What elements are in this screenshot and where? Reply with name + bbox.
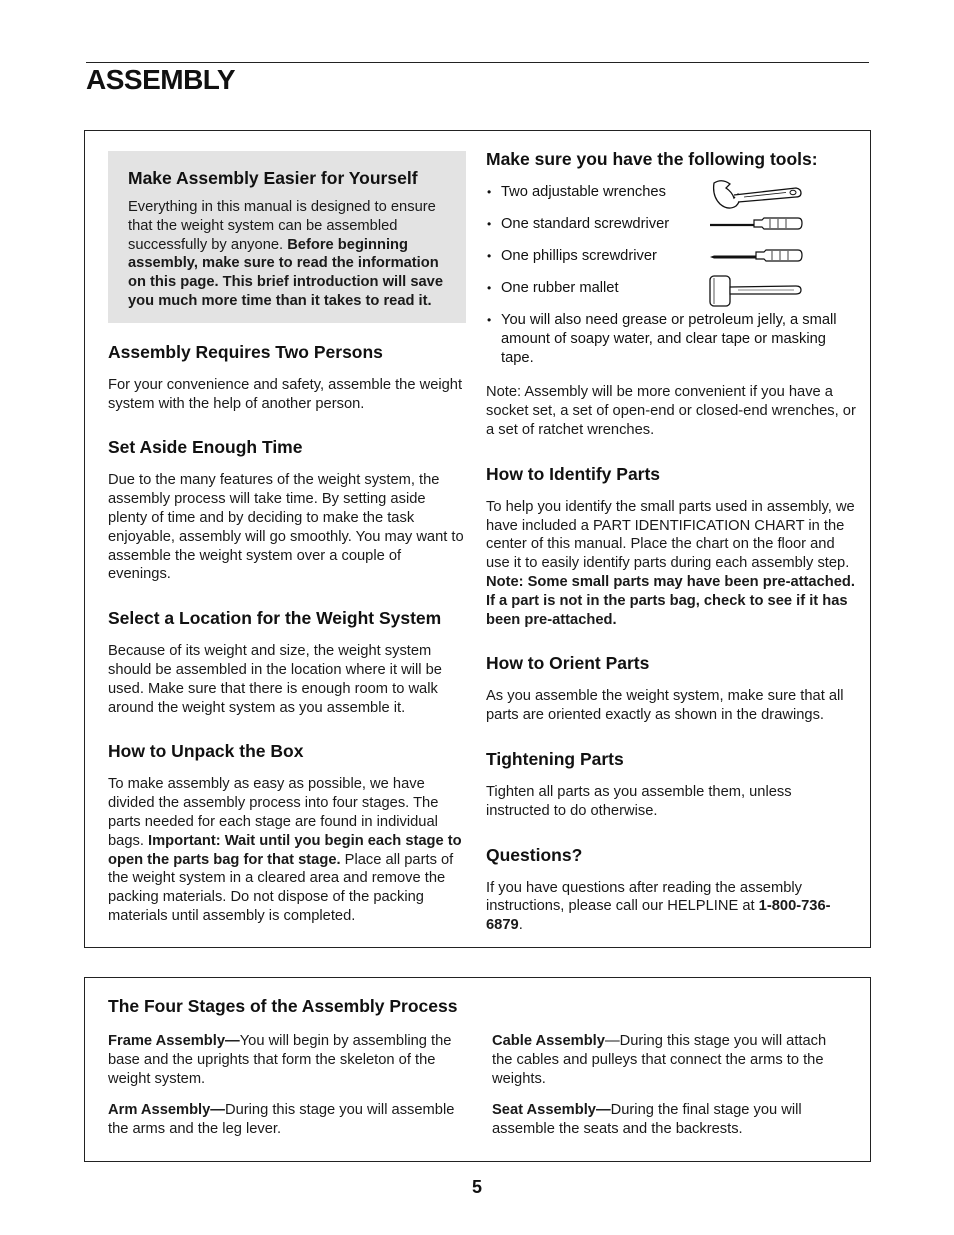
time-text: Due to the many features of the weight system, the assembly process will take time. By setting aside plenty of time and by deciding to make the task enjoyable, assembly will go smoothly. You may want to assemble the weight system over a couple of evenings. (108, 472, 464, 583)
time-section (108, 437, 466, 584)
questions-heading: Questions? (486, 844, 583, 865)
two-persons-heading: Assembly Requires Two Persons (108, 341, 383, 362)
stage-arm: Arm Assembly—During this stage you will assemble the arms and the leg lever. (108, 1102, 455, 1137)
tool-item: • One rubber mallet (486, 279, 856, 311)
tool-item: • One standard screwdriver (486, 215, 856, 247)
tools-note: Note: Assembly will be more convenient if you have a socket set, a set of open-end or closed-end wrenches, or a set of ratchet wrenches. (486, 384, 856, 438)
tools-section (486, 149, 856, 440)
page-number: 5 (471, 1177, 482, 1197)
orient-heading: How to Orient Parts (486, 653, 650, 674)
tool-item: • You will also need grease or petroleum jelly, a small amount of soapy water, and clear tape or masking tape. (486, 311, 856, 367)
stage-cable: Cable Assembly—During this stage you will attach the cables and pulleys that connect the arms to the weights. (492, 1033, 827, 1087)
location-section (108, 608, 466, 717)
tools-list (486, 183, 856, 367)
stages-heading: The Four Stages of the Assembly Process (108, 996, 458, 1016)
page-title: ASSEMBLY (86, 64, 236, 95)
easier-text: Everything in this manual is designed to ensure that the weight system can be assembled successfully by anyone. Before beginning assembly, make sure to read the information on this page. This brief introduction will save you much more time than it takes to read it. (128, 199, 443, 309)
stages-box (84, 977, 871, 1162)
unpack-section (108, 741, 466, 925)
unpack-text: To make assembly as easy as possible, we have divided the assembly process into four stages. The parts needed for each stage are found in individual bags. Important: Wait until you begin each stage to open the parts bag for that stage. Place all parts of the weight system in a cleared area and remove the packing materials. Do not dispose of the packing materials until assembly is completed. (108, 776, 462, 924)
stage-frame: Frame Assembly—You will begin by assembling the base and the uprights that form the skeleton of the weight system. (108, 1033, 452, 1087)
orient-section (486, 653, 856, 725)
two-persons-section (108, 342, 466, 414)
unpack-heading: How to Unpack the Box (108, 741, 304, 762)
standard-screwdriver-icon (708, 210, 803, 236)
stage-seat: Seat Assembly—During the final stage you will assemble the seats and the backrests. (492, 1102, 802, 1137)
two-persons-text: For your convenience and safety, assemble the weight system with the help of another person. (108, 376, 463, 412)
header-rule (86, 62, 869, 63)
location-text: Because of its weight and size, the weight system should be assembled in the location where it will be used. Make sure that there is enough room to walk around the weight system as you assemble it. (108, 643, 442, 716)
left-column (108, 151, 466, 950)
right-column (486, 149, 856, 959)
tool-item: • Two adjustable wrenches (486, 183, 856, 215)
helpline-number: 1-800-736-6879 (486, 898, 831, 934)
identify-section (486, 464, 856, 630)
time-heading: Set Aside Enough Time (108, 437, 303, 458)
tighten-text: Tighten all parts as you assemble them, unless instructed to do otherwise. (486, 783, 792, 819)
questions-section (486, 845, 856, 935)
rubber-mallet-icon (708, 274, 803, 310)
identify-heading: How to Identify Parts (486, 463, 661, 484)
phillips-screwdriver-icon (708, 242, 803, 268)
tools-heading: Make sure you have the following tools: (486, 149, 818, 169)
easier-callout (108, 151, 466, 323)
tighten-heading: Tightening Parts (486, 748, 624, 769)
questions-text: If you have questions after reading the assembly instructions, please call our HELPLINE at 1-800-736-6879. (486, 879, 831, 934)
location-heading: Select a Location for the Weight System (108, 608, 442, 629)
identify-text: To help you identify the small parts used in assembly, we have included a PART IDENTIFICATION CHART in the center of this manual. Place the chart on the floor and use it to easily identify parts during each assembly step. Note: Some small parts may have been pre-attached. If a part is not in the parts bag, check to see if it has been pre-attached. (486, 498, 855, 628)
assembly-info-box (84, 130, 871, 948)
easier-heading: Make Assembly Easier for Yourself (128, 168, 418, 188)
tool-item: • One phillips screwdriver (486, 247, 856, 279)
adjustable-wrench-icon (708, 178, 803, 212)
tighten-section (486, 749, 856, 821)
orient-text: As you assemble the weight system, make sure that all parts are oriented exactly as shown in the drawings. (486, 688, 844, 724)
